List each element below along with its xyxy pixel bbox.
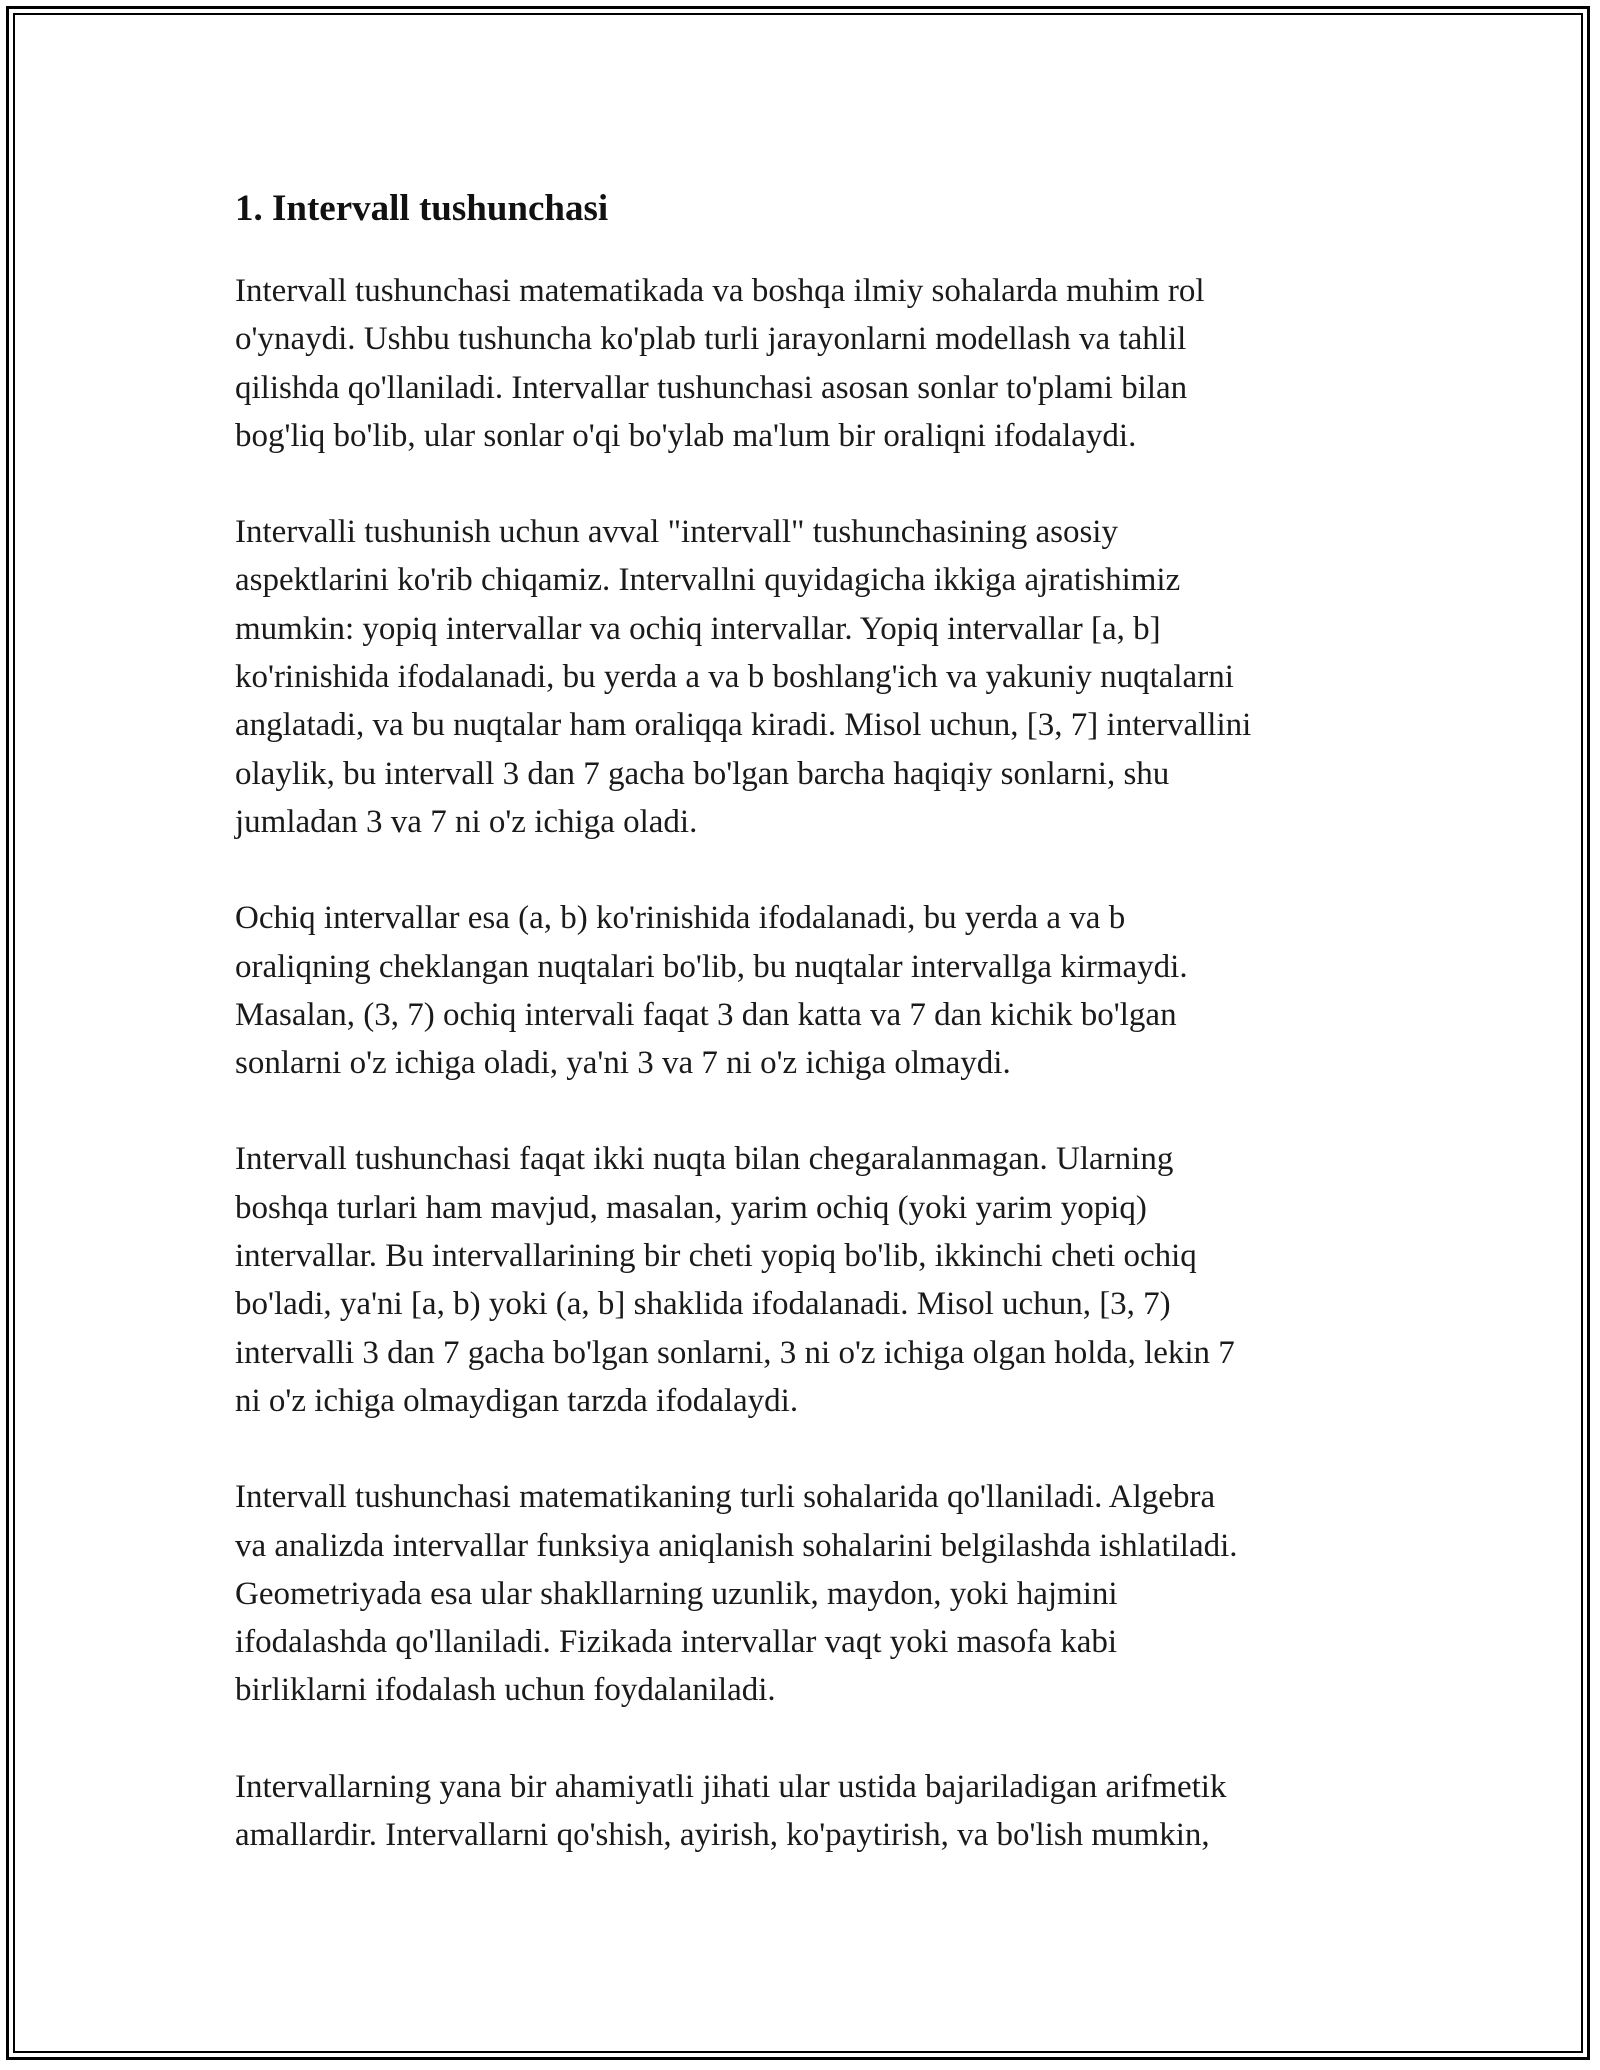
paragraph-line: bog'liq bo'lib, ular sonlar o'qi bo'ylab ma'lum bir oraliqni ifodalaydi. xyxy=(235,417,1137,454)
paragraph-line: anglatadi, va bu nuqtalar ham oraliqqa kiradi. Misol uchun, [3, 7] intervallini xyxy=(235,707,1252,744)
paragraph xyxy=(235,1473,1375,1714)
paragraph-line: Intervall tushunchasi matematikada va boshqa ilmiy sohalarda muhim rol xyxy=(235,273,1205,309)
paragraph-line: Intervallarning yana bir ahamiyatli jihati ular ustida bajariladigan arifmetik xyxy=(235,1768,1227,1805)
paragraph-line: Intervall tushunchasi matematikaning turli sohalarida qo'llaniladi. Algebra xyxy=(235,1479,1216,1516)
paragraph-line: intervallar. Bu intervallarining bir cheti yopiq bo'lib, ikkinchi cheti ochiq xyxy=(235,1238,1197,1275)
paragraph-line: oraliqning cheklangan nuqtalari bo'lib, bu nuqtalar intervallga kirmaydi. xyxy=(235,948,1188,985)
paragraph-line: qilishda qo'llaniladi. Intervallar tushunchasi asosan sonlar to'plami bilan xyxy=(235,369,1188,406)
paragraph-line: mumkin: yopiq intervallar va ochiq intervallar. Yopiq intervallar [a, b] xyxy=(235,610,1161,647)
paragraph-line: birliklarni ifodalash uchun foydalaniladi. xyxy=(235,1672,776,1709)
section-heading: 1. Intervall tushunchasi xyxy=(235,188,609,229)
paragraph-line: olaylik, bu intervall 3 dan 7 gacha bo'lgan barcha haqiqiy sonlarni, shu xyxy=(235,755,1170,792)
paragraph-line: aspektlarini ko'rib chiqamiz. Intervallni quyidagicha ikkiga ajratishimiz xyxy=(235,562,1181,599)
paragraph-line: sonlarni o'z ichiga oladi, ya'ni 3 va 7 ni o'z ichiga olmaydi. xyxy=(235,1045,1011,1082)
paragraph-line: Intervall tushunchasi faqat ikki nuqta bilan chegaralanmagan. Ularning xyxy=(235,1141,1174,1178)
paragraph-line: ko'rinishida ifodalanadi, bu yerda a va b boshlang'ich va yakuniy nuqtalarni xyxy=(235,659,1234,696)
paragraph xyxy=(235,894,1375,1087)
paragraph-line: ifodalashda qo'llaniladi. Fizikada intervallar vaqt yoki masofa kabi xyxy=(235,1624,1118,1661)
document-body xyxy=(235,185,1375,1907)
paragraph-line: Masalan, (3, 7) ochiq intervali faqat 3 dan katta va 7 dan kichik bo'lgan xyxy=(235,996,1177,1033)
paragraph-list xyxy=(235,267,1375,1859)
paragraph-line: Geometriyada esa ular shakllarning uzunlik, maydon, yoki hajmini xyxy=(235,1575,1118,1612)
paragraph-line: va analizda intervallar funksiya aniqlanish sohalarini belgilashda ishlatiladi. xyxy=(235,1527,1238,1564)
paragraph-line: bo'ladi, ya'ni [a, b) yoki (a, b] shaklida ifodalanadi. Misol uchun, [3, 7) xyxy=(235,1286,1171,1323)
paragraph-line: intervalli 3 dan 7 gacha bo'lgan sonlarni, 3 ni o'z ichiga olgan holda, lekin 7 xyxy=(235,1334,1235,1371)
paragraph-line: o'ynaydi. Ushbu tushuncha ko'plab turli jarayonlarni modellash va tahlil xyxy=(235,321,1187,358)
paragraph xyxy=(235,267,1375,460)
paragraph xyxy=(235,1763,1375,1860)
paragraph-line: Ochiq intervallar esa (a, b) ko'rinishida ifodalanadi, bu yerda a va b xyxy=(235,900,1126,937)
paragraph-line: boshqa turlari ham mavjud, masalan, yarim ochiq (yoki yarim yopiq) xyxy=(235,1189,1147,1226)
paragraph xyxy=(235,508,1375,846)
paragraph xyxy=(235,1135,1375,1425)
paragraph-line: Intervalli tushunish uchun avval "intervall" tushunchasining asosiy xyxy=(235,514,1118,551)
paragraph-line: amallardir. Intervallarni qo'shish, ayirish, ko'paytirish, va bo'lish mumkin, xyxy=(235,1817,1210,1854)
paragraph-line: ni o'z ichiga olmaydigan tarzda ifodalaydi. xyxy=(235,1382,799,1419)
paragraph-line: jumladan 3 va 7 ni o'z ichiga oladi. xyxy=(235,803,698,840)
